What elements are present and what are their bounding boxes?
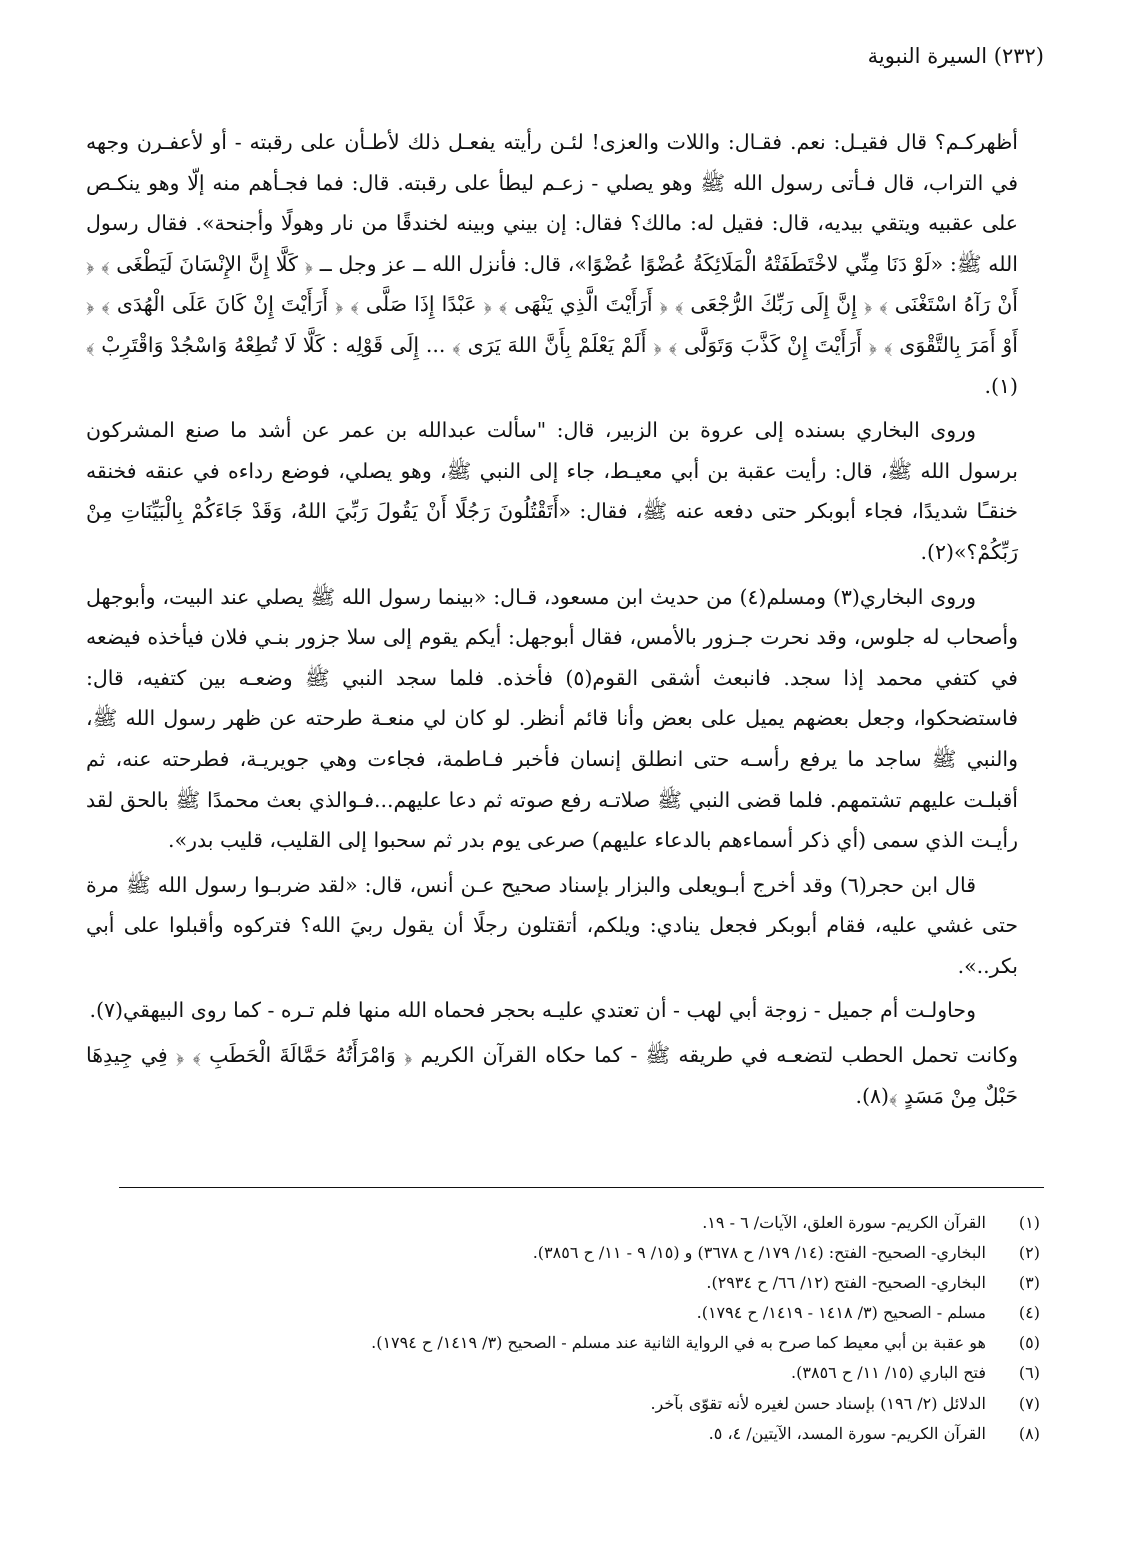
footnote-text: الدلائل (٢/ ١٩٦) بإسناد حسن لغيره لأنه تقوّى بآخر. — [650, 1393, 986, 1413]
paragraph: وروى البخاري(٣) ومسلم(٤) من حديث ابن مسعود، قـال: «بينما رسول الله ﷺ يصلي عند البيت، وأبوجهل وأصحاب له جلوس، وقد نحرت جـزور بالأمس، فقال أبوجهل: أيكم يقوم إلى سلا جزور بنـي فلان فيأخذه فيضعه في كتفي محمد إذا سجد. فانبعث أشقى القوم(٥) فأخذه. فلما سجد النبي ﷺ وضعـه بين كتفيه، قال: فاستضحكوا، وجعل بعضهم يميل على بعض وأنا قائم أنظر. لو كان لي منعـة طرحته عن ظهر رسول الله ﷺ، والنبي ﷺ ساجد ما يرفع رأسـه حتى انطلق إنسان فأخبر فـاطمة، فجاءت وهي جويريـة، فطرحته عنه، ثم أقبلـت عليهم تشتمهم. فلما قضى النبي ﷺ صلاتـه رفع صوته ثم دعا عليهم...فـوالذي بعث محمدًا ﷺ بالحق لقد رأيـت الذي سمى (أي ذكر أسماءهم بالدعاء عليهم) صرعى يوم بدر ثم سحبوا إلى القليب، قليب بدر». — [86, 584, 1018, 853]
paragraph: قال ابن حجر(٦) وقد أخرج أبـويعلى والبزار بإسناد صحيح عـن أنس، قال: «لقد ضربـوا رسول الله ﷺ مرة حتى غشي عليه، فقام أبوبكر فجعل ينادي: ويلكم، أتقتلون رجلًا أن يقول ربيَ الله؟ فتركوه وأقبلوا على أبي بكر..». — [86, 872, 1018, 978]
footnote-item — [110, 1268, 1040, 1298]
footnote-number: (٤) — [1018, 1303, 1040, 1323]
footnote-text: فتح الباري (١٥/ ١١/ ح ٣٨٥٦). — [791, 1363, 986, 1383]
paragraph: وروى البخاري بسنده إلى عروة بن الزبير، قال: "سألت عبدالله بن عمر عن أشد ما صنع المشركون برسول الله ﷺ، قال: رأيت عقبة بن أبي معيـط، جاء إلى النبي ﷺ، وهو يصلي، فوضع رداءه في عنقه فخنقه خنقـًا شديدًا، فجاء أبوبكر حتى دفعه عنه ﷺ، فقال: «أَتَقْتُلُونَ رَجُلًا أَنْ يَقُولَ رَبِّيَ اللهُ، وَقَدْ جَاءَكُمْ بِالْبَيِّنَاتِ مِنْ رَبِّكُمْ؟»(٢). — [86, 418, 1018, 564]
footnote-number: (٣) — [1018, 1273, 1040, 1293]
running-head: (٢٣٢) السيرة النبوية — [867, 44, 1044, 68]
footnote-item — [110, 1419, 1040, 1449]
footnote-text: هو عقبة بن أبي معيط كما صرح به في الرواية الثانية عند مسلم - الصحيح (٣/ ١٤١٩/ ح ١٧٩٤). — [371, 1333, 986, 1353]
paragraph: أظهركـم؟ قال فقيـل: نعم. فقـال: واللات والعزى! لئـن رأيته يفعـل ذلك لأطـأن على رقبته - أو لأعفـرن وجهه في التراب، قال فـأتى رسول الله ﷺ وهو يصلي - زعـم ليطأ على رقبته. قال: فما فجـأهم منه إلّا وهو ينكـص على عقبيه ويتقي بيديه، قال: فقيل له: مالك؟ فقال: إن بيني وبينه لخندقًا من نار وهولًا وأجنحة». فقال رسول الله ﷺ: «لَوْ دَنَا مِنِّي لاخْتَطَفَتْهُ الْمَلَائِكَةُ عُضْوًا عُضْوًا»، قال: فأنزل الله ــ عز وجل ــ ﴿ كَلَّا إِنَّ الإِنْسَانَ لَيَطْغَى ﴾ ﴿ أَنْ رَآهُ اسْتَغْنَى ﴾ ﴿ إِنَّ إِلَى رَبِّكَ الرُّجْعَى ﴾ ﴿ أَرَأَيْتَ الَّذِي يَنْهَى ﴾ ﴿ عَبْدًا إِذَا صَلَّى ﴾ ﴿ أَرَأَيْتَ إِنْ كَانَ عَلَى الْهُدَى ﴾ ﴿ أَوْ أَمَرَ بِالتَّقْوَى ﴾ ﴿ أَرَأَيْتَ إِنْ كَذَّبَ وَتَوَلَّى ﴾ ﴿ أَلَمْ يَعْلَمْ بِأَنَّ اللهَ يَرَى ﴾ ... إِلَى قَوْلِه : كَلَّا لَا تُطِعْهُ وَاسْجُدْ وَاقْتَرِبْ ﴾(١). — [86, 130, 1018, 398]
footnotes — [110, 1208, 1040, 1449]
footnote-number: (٦) — [1018, 1363, 1040, 1383]
footnote-number: (٢) — [1018, 1243, 1040, 1263]
footnote-text: القرآن الكريم- سورة العلق، الآيات/ ٦ - ١٩. — [702, 1213, 986, 1232]
footnote-divider — [119, 1187, 1044, 1188]
paragraph: وحاولـت أم جميل - زوجة أبي لهب - أن تعتدي عليـه بحجر فحماه الله منها فلم تـره - كما روى البيهقي(٧). — [89, 998, 976, 1023]
paragraph: وكانت تحمل الحطب لتضعـه في طريقه ﷺ - كما حكاه القرآن الكريم ﴿ وَامْرَأَتُهُ حَمَّالَةَ الْحَطَبِ ﴾ ﴿ فِي جِيدِهَا حَبْلٌ مِنْ مَسَدٍ ﴾(٨). — [86, 1043, 1018, 1108]
footnote-item — [110, 1358, 1040, 1388]
footnote-item — [110, 1298, 1040, 1328]
footnote-text: القرآن الكريم- سورة المسد، الآيتين/ ٤، ٥. — [708, 1423, 986, 1443]
footnote-text: البخاري- الصحيح- الفتح: (١٤/ ١٧٩/ ح ٣٦٧٨) و (١٥/ ٩ - ١١/ ح ٣٨٥٦). — [532, 1243, 986, 1263]
main-text — [86, 122, 1018, 1120]
footnote-number: (٨) — [1018, 1423, 1040, 1443]
footnote-number: (٥) — [1018, 1333, 1040, 1353]
footnote-item — [110, 1389, 1040, 1419]
footnote-number: (١) — [1018, 1213, 1040, 1232]
footnote-number: (٧) — [1018, 1393, 1040, 1413]
footnote-item — [110, 1238, 1040, 1268]
footnote-text: مسلم - الصحيح (٣/ ١٤١٨ - ١٤١٩/ ح ١٧٩٤). — [696, 1303, 986, 1323]
footnote-item — [110, 1328, 1040, 1358]
footnote-item — [110, 1208, 1040, 1238]
footnote-text: البخاري- الصحيح- الفتح (١٢/ ٦٦/ ح ٢٩٣٤). — [706, 1273, 986, 1293]
